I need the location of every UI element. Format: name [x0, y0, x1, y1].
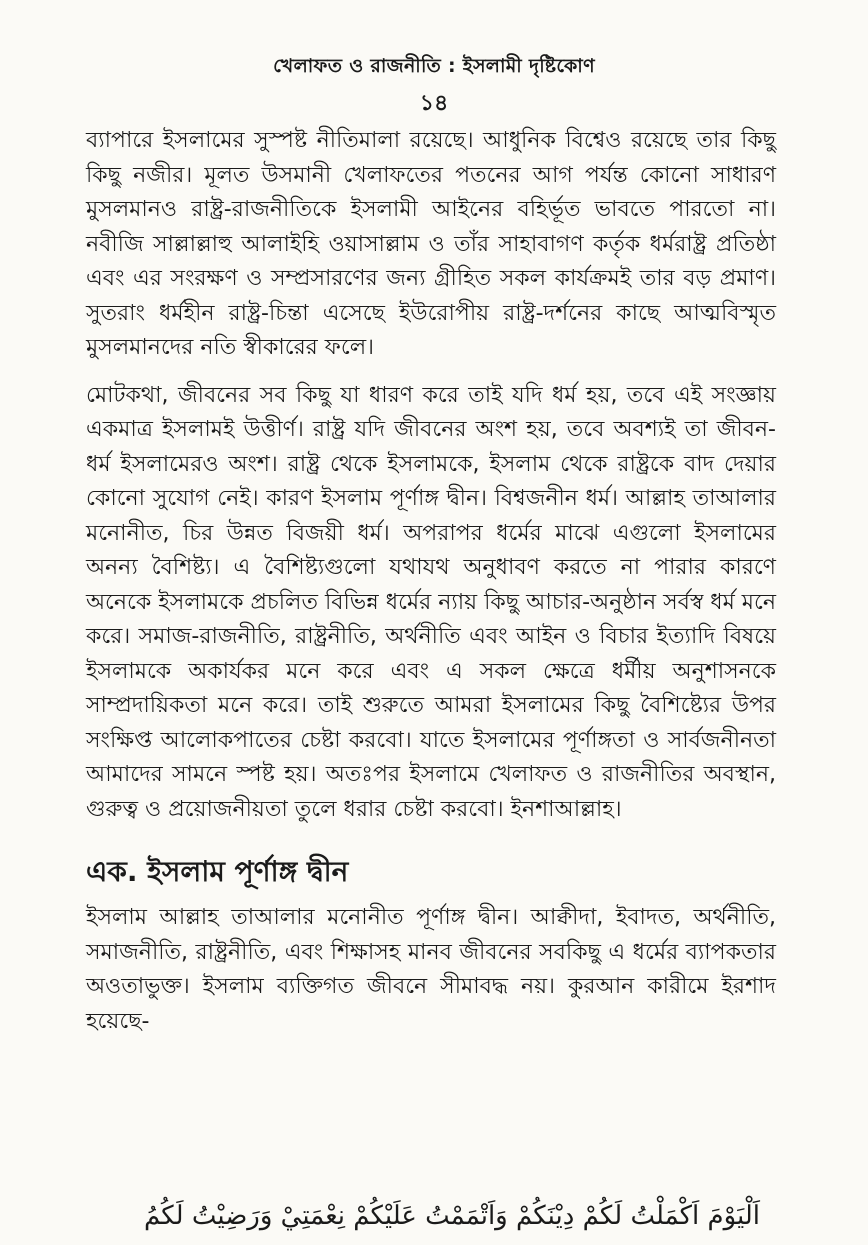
running-header-title: খেলাফত ও রাজনীতি : ইসলামী দৃষ্টিকোণ [273, 55, 595, 77]
section-paragraph: ইসলাম আল্লাহ তাআলার মনোনীত পূর্ণাঙ্গ দ্বীন। আক্বীদা, ইবাদত, অর্থনীতি, সমাজনীতি, রাষ্ট্রনীতি, এবং শিক্ষাসহ মানব জীবনের সবকিছু এ ধর্মের ব্যাপকতার অওতাভুক্ত। ইসলাম ব্যক্তিগত জীবনে সীমাবদ্ধ নয়। কুরআন কারীমে ইরশাদ হয়েছে- [86, 905, 776, 1034]
paragraph-1: ব্যাপারে ইসলামের সুস্পষ্ট নীতিমালা রয়েছে। আধুনিক বিশ্বেও রয়েছে তার কিছু কিছু নজীর। মূলত উসমানী খেলাফতের পতনের আগ পর্যন্ত কোনো সাধারণ মুসলমানও রাষ্ট্র-রাজনীতিকে ইসলামী আইনের বহির্ভূত ভাবতে পারতো না। নবীজি সাল্লাল্লাহু আলাইহি ওয়াসাল্লাম ও তাঁর সাহাবাগণ কর্তৃক ধর্মরাষ্ট্র প্রতিষ্ঠা এবং এর সংরক্ষণ ও সম্প্রসারণের জন্য গ্রীহিত সকল কার্যক্রমই তার বড় প্রমাণ। সুতরাং ধর্মহীন রাষ্ট্র-চিন্তা এসেছে ইউরোপীয় রাষ্ট্র-দর্শনের কাছে আত্মবিস্মৃত মুসলমানদের নতি স্বীকারের ফলে। [86, 128, 776, 360]
body-text [86, 124, 776, 1039]
section-heading: এক. ইসলাম পূর্ণাঙ্গ দ্বীন [86, 855, 349, 888]
page-number: ১৪ [419, 91, 449, 116]
paragraph-2: মোটকথা, জীবনের সব কিছু যা ধারণ করে তাই যদি ধর্ম হয়, তবে এই সংজ্ঞায় একমাত্র ইসলামই উত্তীর্ণ। রাষ্ট্র যদি জীবনের অংশ হয়, তবে অবশ্যই তা জীবন-ধর্ম ইসলামেরও অংশ। রাষ্ট্র থেকে ইসলামকে, ইসলাম থেকে রাষ্ট্রকে বাদ দেয়ার কোনো সুযোগ নেই। কারণ ইসলাম পূর্ণাঙ্গ দ্বীন। বিশ্বজনীন ধর্ম। আল্লাহ তাআলার মনোনীত, চির উন্নত বিজয়ী ধর্ম। অপরাপর ধর্মের মাঝে এগুলো ইসলামের অনন্য বৈশিষ্ট্য। এ বৈশিষ্ট্যগুলো যথাযথ অনুধাবণ করতে না পারার কারণে অনেকে ইসলামকে প্রচলিত বিভিন্ন ধর্মের ন্যায় কিছু আচার-অনুষ্ঠান সর্বস্ব ধর্ম মনে করে। সমাজ-রাজনীতি, রাষ্ট্রনীতি, অর্থনীতি এবং আইন ও বিচার ইত্যাদি বিষয়ে ইসলামকে অকার্যকর মনে করে এবং এ সকল ক্ষেত্রে ধর্মীয় অনুশাসনকে সাম্প্রদায়িকতা মনে করে। তাই শুরুতে আমরা ইসলামের কিছু বৈশিষ্ট্যের উপর সংক্ষিপ্ত আলোকপাতের চেষ্টা করবো। যাতে ইসলামের পূর্ণাঙ্গতা ও সার্বজনীনতা আমাদের সামনে স্পষ্ট হয়। অতঃপর ইসলামে খেলাফত ও রাজনীতির অবস্থান, গুরুত্ব ও প্রয়োজনীয়তা তুলে ধরার চেষ্টা করবো। ইনশাআল্লাহ। [86, 382, 776, 822]
arabic-verse: اَلْيَوْمَ اَكْمَلْتُ لَكُمْ دِيْنَكُمْ وَاَتْمَمْتُ عَلَيْكُمْ نِعْمَتِيْ وَرَضِيْتُ لَكُمُ [143, 1201, 760, 1231]
